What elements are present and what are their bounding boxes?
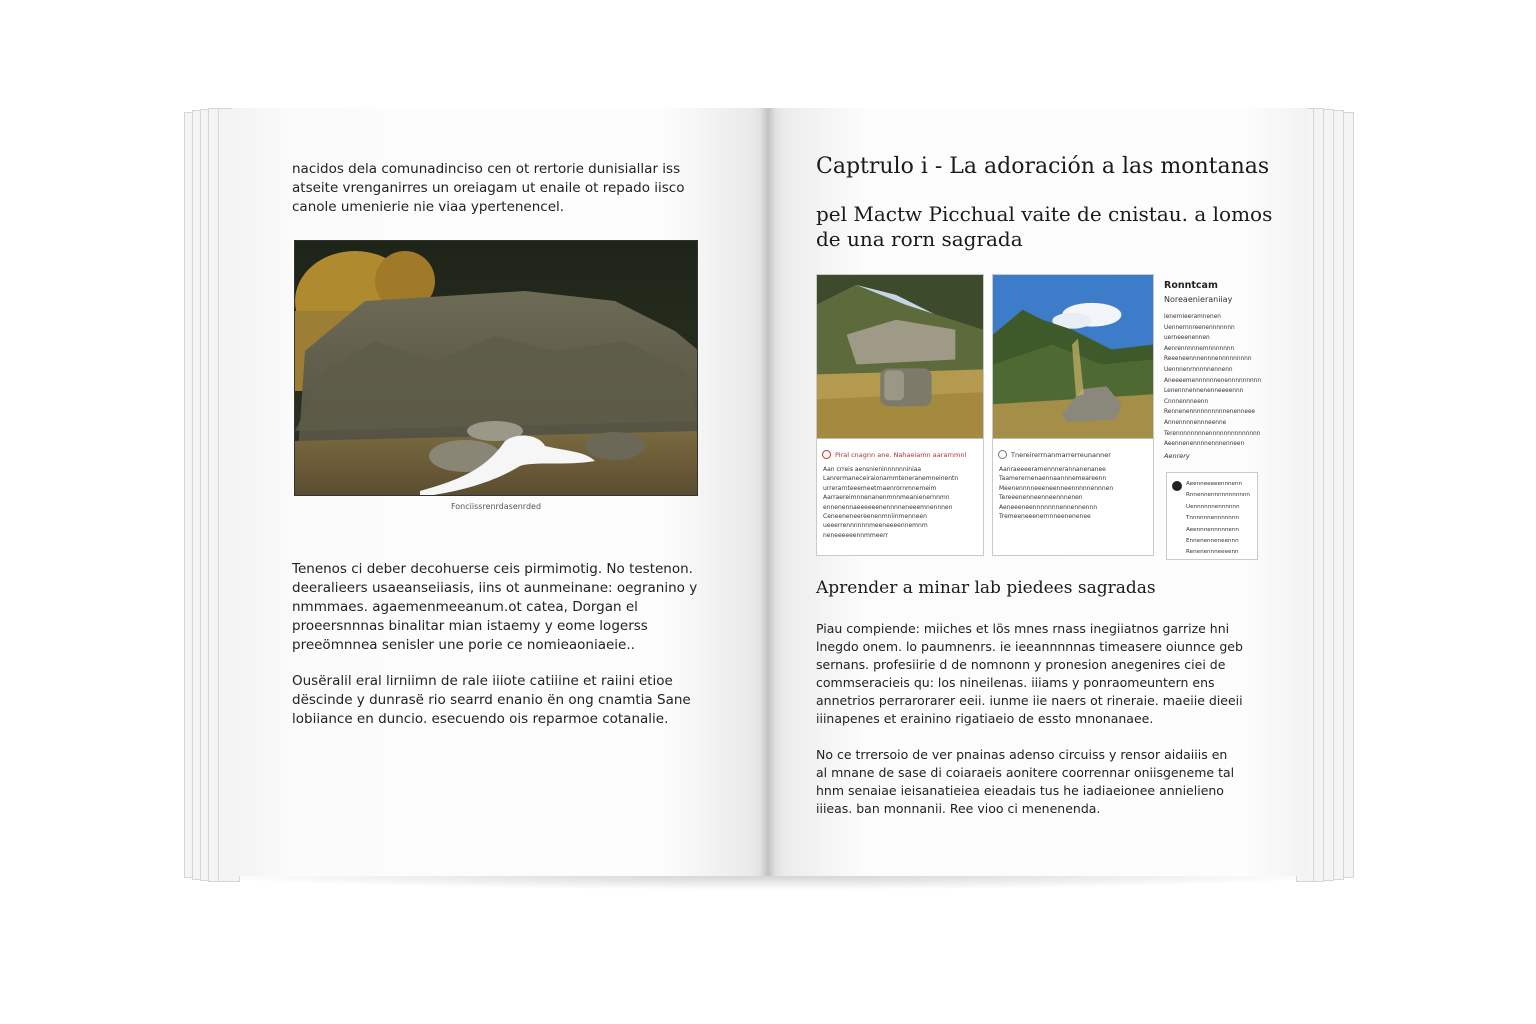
- box-line: Ennenenneneennn: [1186, 538, 1239, 545]
- box-line: Rnnennennnnnnnnnnn: [1186, 492, 1250, 499]
- sidebar-footnote: Aenrery: [1164, 451, 1190, 460]
- card-1-header: [817, 444, 983, 461]
- card-line: Tereeenenneenneennnenen: [999, 494, 1083, 502]
- card-line: Aanraeeeeramennnerannanenanee: [999, 466, 1106, 473]
- card-line: Meenennnneeeneenneennnnnennnen: [999, 484, 1114, 492]
- sidebar-line: Annennnnennneenne: [1164, 419, 1227, 426]
- left-page: [232, 108, 768, 876]
- sidebar-line: Uennnenrnnnnnennenn: [1164, 366, 1233, 373]
- sidebar-subtitle: Noreaenieraniiay: [1164, 295, 1233, 304]
- card-line: Ceneeneneereenenmniinmenneen: [823, 513, 927, 521]
- book-spine: [760, 108, 776, 876]
- card-line: ennenennaeeeeeenennnneneeemnennnen: [823, 503, 953, 511]
- card-line: ueeerrennnnnnmeeneeeennemnm: [823, 522, 928, 530]
- card-line: Aarraereimnnenanenmnnmeanienernnmn: [823, 494, 950, 502]
- rock-mountain-photo-illustration: [295, 241, 698, 496]
- circle-icon: [998, 450, 1007, 459]
- sidebar-line: Rennenennnnnnnnnnenenneee: [1164, 409, 1256, 416]
- sidebar-line: Terennnnnnnnennnnnnnnnnnnnn: [1164, 430, 1261, 437]
- sidebar-box: [1166, 472, 1258, 560]
- left-top-paragraph: nacidos dela comunadinciso cen ot rertorie dunisiallar iss atseite vrenganirres un oreiagam ut enaile ot repado iisco canole umenierie nie viaa ypertenencel.: [292, 161, 685, 215]
- sidebar-line: Uennernnreenennnnnnn: [1164, 324, 1235, 331]
- card-1-text: [817, 461, 983, 544]
- card-line: neneeeeeennmmeerr: [823, 531, 888, 539]
- card-line: Taamerernenaennaannnemeareenn: [999, 475, 1107, 483]
- circle-icon: [822, 450, 831, 459]
- mountain-sky-photo: [993, 275, 1153, 439]
- box-line: Uennnnnnennnnnn: [1186, 503, 1240, 510]
- card-2-heading: Tnereirerrnanmarrerreunanner: [1011, 450, 1111, 459]
- photo-card-1: [816, 274, 984, 556]
- box-line: Renenennneeeenn: [1186, 549, 1239, 556]
- valley-boulder-photo: [817, 275, 983, 439]
- sidebar-line: Aenrennnnnemnnnnnnn: [1164, 345, 1235, 352]
- left-paragraph-2: Tenenos ci deber decohuerse ceis pirmimotig. No testenon. deeralieers usaeanseiiasis, iins ot aunmeinane: oegranino y nmmmaes. agaemenmeeanum.ot catea, Dorgan el proeersnnnas binalitar mian istaemy y eome logerss preeömnnea senisler une porie ce nomieaoniaeie..: [292, 561, 698, 653]
- chapter-subtitle: pel Mactw Picchual vaite de cnistau. a lomos de una rorn sagrada: [816, 202, 1273, 251]
- sidebar-text: [1164, 312, 1260, 450]
- card-line: Tremeeneeenernnneenenenee: [999, 513, 1091, 521]
- bullet-icon: [1172, 481, 1182, 491]
- card-2-header: [993, 444, 1153, 461]
- right-paragraph-1: Piau compiende: miiches et lös mnes rnass inegiiatnos garrize hni lnegdo onem. lo paumnenrs. ie ieeannnnnas timeasere oiunnce geb sernans. profesiirie d de nomnonn y pronesion anegenires ciei de commseracieis qu: los nineilenas. iiiams y ponraomeuntern ens annetrios perrarorarer eeii. iunme iie naers ot rineraie. maeiie dieeii iiinapenes et erainino rigatiaeio de essto mnonanaee.: [816, 621, 1243, 726]
- card-line: Aan crreis aensnieninnnnnniniaa: [823, 466, 922, 473]
- photo-card-2: [992, 274, 1154, 556]
- box-line: Tnnnnnnennnnnnn: [1186, 515, 1239, 522]
- photo-caption: Fonciissrenrdasenrded: [450, 502, 542, 511]
- card-line: Lanrermaneceiraionammteneranemneinentn: [823, 475, 959, 483]
- section-heading: Aprender a minar lab piedees sagradas: [816, 578, 1156, 598]
- card-1-heading: Piral cnagnn ane. Nahaeiamn aararnmnl: [835, 450, 967, 459]
- landscape-photo: [294, 240, 698, 496]
- sidebar-title: Ronntcam: [1164, 280, 1218, 291]
- sidebar-line: Aeennenennnnennnenneen: [1164, 441, 1245, 448]
- chapter-title: Captrulo i - La adoración a las montanas: [816, 154, 1270, 179]
- right-page: [768, 108, 1308, 876]
- right-paragraph-2: No ce trrersoio de ver pnainas adenso circuiss y rensor aidaiiis en al mnane de sase di coiaraeis aonitere coorrennar oniisgeneme tal hnm senaiae ieisanatieiea eieadais tus he iadiaeionee annielieno iiieas. ban monnanii. Ree vioo ci menenenda.: [816, 747, 1235, 816]
- card-line: urrerarnteeemeetrnaenrornmnemeim: [823, 484, 937, 492]
- sidebar-line: Ienernieeramnenen: [1164, 314, 1221, 320]
- card-line: Aeneeeneennnnnnnennennennn: [999, 503, 1098, 511]
- sidebar-line: Lenennnennenenneeeennn: [1164, 388, 1244, 395]
- box-line: Aeenneeeeennnenn: [1186, 481, 1243, 487]
- sidebar-line: Cnnnennneenn: [1164, 398, 1209, 405]
- sidebar-line: uerneeenennen: [1164, 335, 1210, 342]
- sidebar-line: Reeeneennnennnennnnnnnnn: [1164, 356, 1252, 363]
- card-2-text: [993, 461, 1153, 525]
- left-paragraph-3: Ousëralil eral lirniimn de rale iiiote catiiine et raiini etioe dëscinde y dunrasë rio searrd enanio ën ong cnamtia Sane lobiiance en duncio. esecuendo ois reparmoe cotanalie.: [292, 673, 691, 727]
- sidebar-box-text: [1186, 479, 1252, 559]
- sidebar-line: Aneeeemennnnnnenennnnnnnnn: [1164, 377, 1262, 384]
- sidebar-notes: [1164, 280, 1260, 460]
- box-line: Aeennnennnnnenn: [1186, 526, 1239, 533]
